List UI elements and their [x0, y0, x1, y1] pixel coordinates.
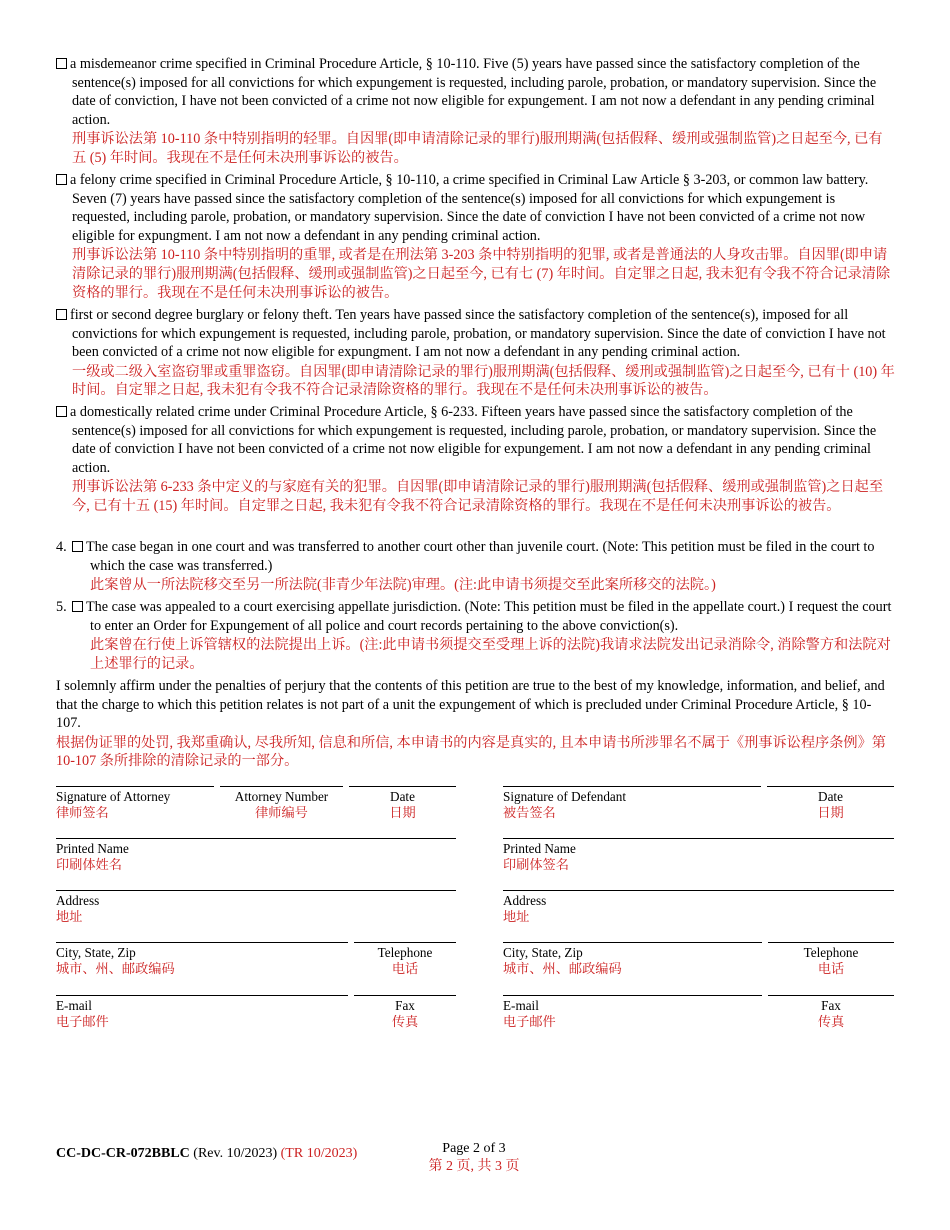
page-number-en: Page 2 of 3 — [442, 1141, 506, 1156]
item-text: The case began in one court and was transferred to another court other than juvenile court. (Note: This petition must be filed in the court to which the case was transferred.) — [86, 539, 875, 574]
form-revision: (Rev. 10/2023) — [193, 1146, 278, 1161]
appealed-checkbox[interactable] — [72, 601, 83, 612]
form-id — [56, 1145, 357, 1163]
attorney-signature-line[interactable] — [56, 786, 214, 787]
defendant-telephone-label: Telephone 电话 — [803, 945, 859, 976]
defendant-telephone-line[interactable] — [768, 942, 894, 943]
item-number: 5. — [56, 599, 67, 615]
affirmation-text-zh: 根据伪证罪的处罚, 我郑重确认, 尽我所知, 信息和所信, 本申请书的内容是真实的, 且本申请书所涉罪名不属于《刑事诉讼程序条例》第 10-107 条所排除的清除记录的一部分。 — [56, 734, 886, 770]
defendant-fax-label: Fax 传真 — [817, 998, 845, 1029]
defendant-email-label: E-mail 电子邮件 — [503, 998, 556, 1029]
defendant-printed-name-label: Printed Name 印刷体签名 — [503, 841, 576, 872]
attorney-city-line[interactable] — [56, 942, 348, 943]
translation-revision: (TR 10/2023) — [280, 1146, 358, 1161]
defendant-email-line[interactable] — [503, 995, 762, 996]
condition-text: a felony crime specified in Criminal Procedure Article, § 10-110, a crime specified in Criminal Law Article § 3-203, or common law battery. Seven (7) years have passed since the satisfactory completion of the sentence(s) imposed for all convictions for which expungement is requested, including parole, probation, or mandatory supervision. Since the date of conviction I have not been convicted of a crime not now eligible for expungment. I am not now a defendant in any pending criminal action. — [70, 172, 869, 244]
condition-felony — [56, 171, 896, 302]
condition-text-zh: 刑事诉讼法第 10-110 条中特别指明的轻罪。自因罪(即申请清除记录的罪行)服刑期满(包括假释、缓刑或强制监管)之日起至今, 已有五 (5) 年时间。我现在不是任何未决刑事诉讼的被告。 — [72, 131, 883, 166]
attorney-email-label: E-mail 电子邮件 — [56, 998, 109, 1029]
attorney-date-line[interactable] — [349, 786, 456, 787]
item-text-zh: 此案曾从一所法院移交至另一所法院(非青少年法院)审理。(注:此申请书须提交至此案所移交的法院。) — [90, 577, 716, 594]
defendant-signature-line[interactable] — [503, 786, 761, 787]
attorney-signature-label: Signature of Attorney 律师签名 — [56, 789, 171, 820]
condition-text-zh: 刑事诉讼法第 6-233 条中定义的与家庭有关的犯罪。自因罪(即申请清除记录的罪行)服刑期满(包括假释、缓刑或强制监管)之日起至今, 已有十五 (15) 年时间。自定罪之日起, 我未犯有令我不符合记录清除资格的罪行。我现在不是任何未决刑事诉讼的被告。 — [72, 479, 884, 514]
defendant-signature-label: Signature of Defendant 被告签名 — [503, 789, 627, 820]
domestic-checkbox[interactable] — [56, 406, 67, 417]
defendant-city-line[interactable] — [503, 942, 762, 943]
form-number: CC-DC-CR-072BBLC — [56, 1146, 190, 1161]
attorney-telephone-line[interactable] — [354, 942, 456, 943]
burglary-checkbox[interactable] — [56, 309, 67, 320]
attorney-email-line[interactable] — [56, 995, 348, 996]
item-5-appealed — [56, 598, 896, 673]
defendant-date-label: Date 日期 — [817, 789, 844, 820]
attorney-telephone-label: Telephone 电话 — [377, 945, 433, 976]
attorney-city-label: City, State, Zip 城市、州、邮政编码 — [56, 945, 175, 976]
attorney-fax-line[interactable] — [354, 995, 456, 996]
misdemeanor-checkbox[interactable] — [56, 58, 67, 69]
attorney-printed-name-label: Printed Name 印刷体姓名 — [56, 841, 129, 872]
attorney-number-label: Attorney Number 律师编号 — [234, 789, 329, 820]
attorney-printed-name-line[interactable] — [56, 838, 456, 839]
item-text-zh: 此案曾在行使上诉管辖权的法院提出上诉。(注:此申请书须提交至受理上诉的法院)我请求法院发出记录消除令, 消除警方和法院对上述罪行的记录。 — [90, 637, 891, 672]
transferred-checkbox[interactable] — [72, 541, 83, 552]
defendant-address-label: Address 地址 — [503, 893, 547, 924]
condition-text: a domestically related crime under Criminal Procedure Article, § 6-233. Fifteen years have passed since the satisfactory completion of the sentence(s) imposed for all convictions for which expungement is requested, including parole, probation, or mandatory supervision. Since the date of conviction I have not been convicted of a crime not now eligible for expungement. I am not now a defendant in any pending criminal action. — [70, 404, 877, 476]
felony-checkbox[interactable] — [56, 174, 67, 185]
affirmation — [56, 677, 896, 771]
condition-burglary — [56, 306, 896, 400]
condition-text-zh: 一级或二级入室盗窃罪或重罪盗窃。自因罪(即申请清除记录的罪行)服刑期满(包括假释、缓刑或强制监管)之日起至今, 已有十 (10) 年时间。自定罪之日起, 我未犯有令我不符合记录清除资格的罪行。我现在不是任何未决刑事诉讼的被告。 — [72, 363, 895, 399]
defendant-printed-name-line[interactable] — [503, 838, 894, 839]
affirmation-text: I solemnly affirm under the penalties of perjury that the contents of this petition are true to the best of my knowledge, information, and belief, and that the charge to which this petition relates is not part of a unit the expungement of which is precluded under Criminal Procedure Article, § 10-107. — [56, 678, 885, 732]
condition-text: first or second degree burglary or felony theft. Ten years have passed since the satisfactory completion of the sentence(s), imposed for all convictions for which expungement is requested, including parole, probation, or mandatory supervision. Since the date of conviction I have not been convicted of a crime not now eligible for expungment. I am not now a defendant in any pending criminal action. — [70, 307, 886, 361]
item-number: 4. — [56, 539, 67, 555]
page-number-zh: 第 2 页, 共 3 页 — [428, 1159, 520, 1174]
attorney-date-label: Date 日期 — [389, 789, 416, 820]
attorney-address-label: Address 地址 — [56, 893, 100, 924]
defendant-city-label: City, State, Zip 城市、州、邮政编码 — [503, 945, 622, 976]
page-number — [394, 1140, 554, 1176]
condition-domestic — [56, 403, 896, 516]
condition-text: a misdemeanor crime specified in Criminal Procedure Article, § 10-110. Five (5) years have passed since the satisfactory completion of the sentence(s) imposed for all convictions for which expungement is requested, including parole, probation, or mandatory supervision. Since the date of conviction, I have not been convicted of a crime not now eligible for expungement. I am not now a defendant in any pending criminal action. — [70, 56, 877, 128]
defendant-date-line[interactable] — [767, 786, 894, 787]
attorney-address-line[interactable] — [56, 890, 456, 891]
attorney-fax-label: Fax 传真 — [391, 998, 419, 1029]
condition-misdemeanor — [56, 55, 896, 168]
condition-text-zh: 刑事诉讼法第 10-110 条中特别指明的重罪, 或者是在刑法第 3-203 条中特别指明的犯罪, 或者是普通法的人身攻击罪。自因罪(即申请清除记录的罪行)服刑期满(包括假释、缓刑或强制监管)之日起至今, 已有七 (7) 年时间。自定罪之日起, 我未犯有令我不符合记录清除资格的罪行。我现在不是任何未决刑事诉讼的被告。 — [72, 247, 891, 301]
defendant-address-line[interactable] — [503, 890, 894, 891]
attorney-number-line[interactable] — [220, 786, 343, 787]
defendant-fax-line[interactable] — [768, 995, 894, 996]
item-text: The case was appealed to a court exercising appellate jurisdiction. (Note: This petition must be filed in the appellate court.) I request the court to enter an Order for Expungement of all police and court records pertaining to the above conviction(s). — [86, 599, 892, 634]
item-4-transferred — [56, 538, 896, 595]
